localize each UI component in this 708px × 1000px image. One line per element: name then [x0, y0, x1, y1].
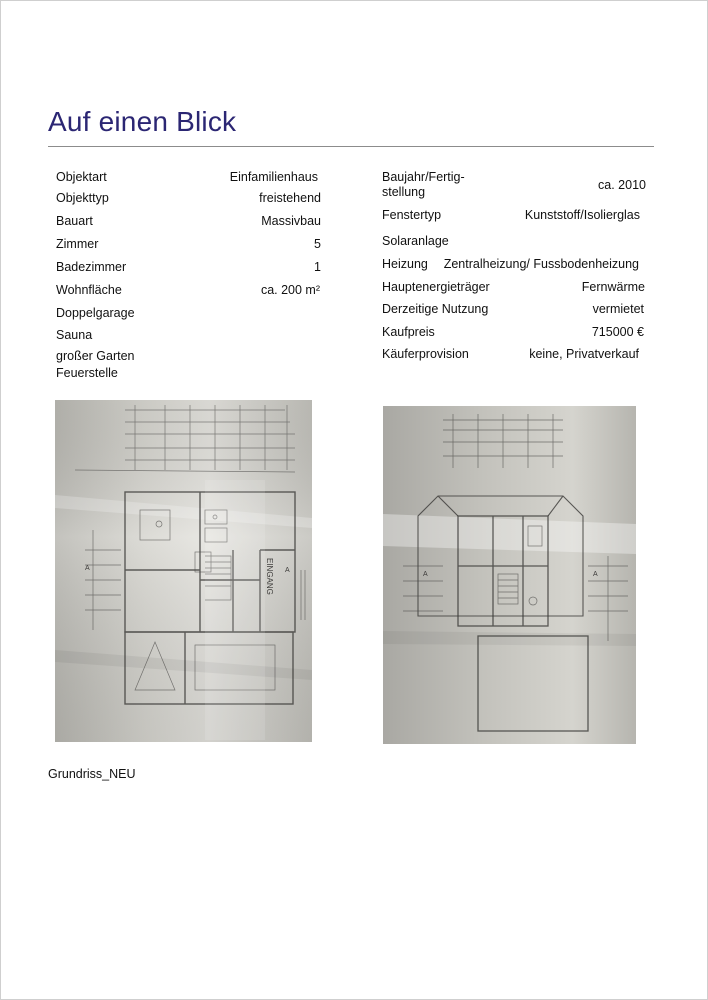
facts-left-column: [56, 170, 322, 385]
svg-text:A: A: [85, 565, 90, 572]
fact-value: 5: [314, 237, 321, 251]
fact-label: Käuferprovision: [382, 347, 469, 361]
fact-label: Objekttyp: [56, 191, 109, 205]
fact-label: Badezimmer: [56, 260, 127, 274]
fact-value: freistehend: [259, 191, 321, 205]
svg-text:A: A: [285, 567, 290, 574]
fact-value: ca. 2010: [598, 178, 646, 192]
fact-value: keine, Privatverkauf: [529, 347, 639, 361]
fact-label: Doppelgarage: [56, 306, 135, 320]
fact-label: Hauptenergieträger: [382, 280, 490, 294]
fact-value: ca. 200 m²: [260, 283, 320, 297]
fact-value: 715000 €: [591, 325, 644, 339]
svg-text:A: A: [423, 571, 428, 578]
fact-value: Zentralheizung/ Fussbodenheizung: [443, 257, 639, 271]
fact-label: Kaufpreis: [382, 325, 435, 339]
facts-right-column: [382, 170, 644, 370]
fact-label-line1: Baujahr/Fertig-: [382, 170, 465, 184]
fact-label: Wohnfläche: [56, 283, 122, 297]
page-title: Auf einen Blick: [48, 106, 237, 137]
fact-label: Fenstertyp: [382, 208, 442, 222]
fact-value: Kunststoff/Isolierglas: [524, 208, 640, 222]
fact-value: Massivbau: [261, 214, 321, 228]
fact-value: 1: [314, 260, 321, 274]
fact-label: Zimmer: [56, 237, 99, 251]
floorplan-ground-floor-image: [55, 400, 312, 742]
fact-label: großer Garten: [56, 349, 135, 363]
title-divider: [48, 146, 654, 147]
fact-label: Derzeitige Nutzung: [382, 302, 489, 316]
svg-text:A: A: [593, 571, 598, 578]
fact-label-line2: stellung: [382, 185, 426, 199]
fact-value: Einfamilienhaus: [229, 170, 318, 184]
floorplan-upper-floor-image: [383, 406, 636, 744]
fact-label: Solaranlage: [382, 234, 449, 248]
fact-value: vermietet: [592, 302, 644, 316]
fact-value: Fernwärme: [581, 280, 645, 294]
fact-label: Bauart: [56, 214, 93, 228]
floorplan-entrance-label: EINGANG: [265, 558, 274, 595]
fact-label: Sauna: [56, 328, 93, 342]
fact-label: Heizung: [382, 257, 428, 271]
fact-label: Feuerstelle: [56, 366, 118, 380]
floorplan-caption: Grundriss_NEU: [48, 767, 136, 781]
fact-label: Objektart: [56, 170, 107, 184]
